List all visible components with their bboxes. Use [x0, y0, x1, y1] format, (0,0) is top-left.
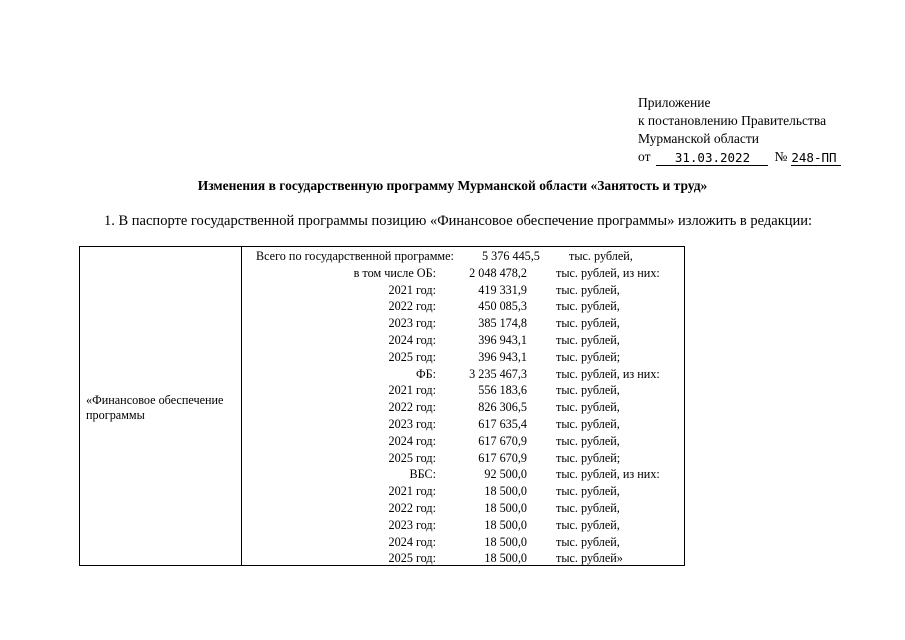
table-row	[242, 382, 686, 399]
decree-number: 248-ПП	[791, 150, 841, 166]
row-label: 2022 год:	[388, 400, 436, 415]
row-unit: тыс. рублей,	[556, 534, 620, 549]
row-unit: тыс. рублей, из них:	[556, 265, 660, 280]
row-value: 18 500,0	[484, 534, 527, 549]
row-value: 450 085,3	[478, 299, 527, 314]
row-value: 18 500,0	[484, 500, 527, 515]
row-value: 5 376 445,5	[482, 249, 540, 263]
number-sign: №	[774, 149, 788, 164]
row-value: 18 500,0	[484, 484, 527, 499]
row-unit: тыс. рублей, из них:	[556, 366, 660, 381]
row-unit: тыс. рублей;	[556, 349, 621, 364]
table-row	[242, 265, 686, 282]
position-label: «Финансовое обеспечение программы	[86, 393, 224, 422]
row-label: в том числе ОБ:	[353, 265, 436, 280]
row-label: 2024 год:	[388, 433, 436, 448]
row-value: 396 943,1	[478, 349, 527, 364]
table-row	[242, 332, 686, 349]
table-row	[242, 483, 686, 500]
row-unit: тыс. рублей,	[556, 517, 620, 532]
table-row	[242, 366, 686, 383]
row-unit: тыс. рублей,	[556, 299, 620, 314]
row-value: 617 635,4	[478, 416, 527, 431]
row-label: 2023 год:	[388, 517, 436, 532]
annex-date-line	[638, 148, 841, 166]
row-unit: тыс. рублей,	[556, 433, 620, 448]
row-value: 3 235 467,3	[469, 366, 527, 381]
row-label: 2021 год:	[388, 282, 436, 297]
row-label: Всего по государственной программе:	[256, 249, 454, 263]
row-unit: тыс. рублей, из них:	[556, 467, 660, 482]
row-value: 18 500,0	[484, 517, 527, 532]
row-label: 2025 год:	[388, 450, 436, 465]
table-row	[242, 349, 686, 366]
row-label: ФБ:	[415, 366, 436, 381]
table-row	[242, 500, 686, 517]
table-row	[242, 517, 686, 534]
row-label: 2021 год:	[388, 383, 436, 398]
row-label: 2024 год:	[388, 332, 436, 347]
table-row	[242, 282, 686, 299]
document-title: Изменения в государственную программу Мурманской области «Занятость и труд»	[197, 178, 708, 193]
row-unit: тыс. рублей,	[556, 484, 620, 499]
intro-paragraph: 1. В паспорте государственной программы позицию «Финансовое обеспечение программы» изложить в редакции:	[104, 213, 813, 229]
row-label: 2025 год:	[388, 551, 436, 566]
annex-line-2: к постановлению Правительства	[638, 113, 827, 128]
row-value: 92 500,0	[484, 467, 527, 482]
row-label: 2022 год:	[388, 500, 436, 515]
row-unit: тыс. рублей;	[556, 450, 621, 465]
row-label: 2022 год:	[388, 299, 436, 314]
table-row	[242, 433, 686, 450]
annex-line-1: Приложение	[638, 95, 711, 110]
decree-date: 31.03.2022	[656, 150, 768, 166]
annex-block	[638, 94, 841, 166]
row-value: 385 174,8	[478, 316, 527, 331]
row-value: 617 670,9	[478, 433, 527, 448]
row-value: 419 331,9	[478, 282, 527, 297]
table-row	[242, 466, 686, 483]
row-value: 396 943,1	[478, 332, 527, 347]
row-value: 617 670,9	[478, 450, 527, 465]
row-unit: тыс. рублей,	[556, 400, 620, 415]
row-unit: тыс. рублей,	[556, 416, 620, 431]
row-unit: тыс. рублей,	[556, 500, 620, 515]
row-label: ВБС:	[409, 467, 436, 482]
row-unit: тыс. рублей,	[556, 383, 620, 398]
table-row	[242, 298, 686, 315]
row-unit: тыс. рублей,	[556, 316, 620, 331]
row-label: 2024 год:	[388, 534, 436, 549]
financing-rows	[242, 248, 686, 567]
row-unit: тыс. рублей,	[556, 332, 620, 347]
table-row	[242, 550, 686, 567]
row-label: 2023 год:	[388, 416, 436, 431]
table-row	[242, 416, 686, 433]
row-value: 556 183,6	[478, 383, 527, 398]
row-unit: тыс. рублей,	[556, 282, 620, 297]
row-value: 2 048 478,2	[469, 265, 527, 280]
row-label: 2021 год:	[388, 484, 436, 499]
table-row	[242, 450, 686, 467]
row-value: 18 500,0	[484, 551, 527, 566]
table-row	[242, 248, 686, 265]
row-unit: тыс. рублей»	[556, 551, 623, 566]
date-prefix: от	[638, 149, 651, 164]
row-unit: тыс. рублей,	[569, 249, 633, 263]
row-label: 2023 год:	[388, 316, 436, 331]
table-row	[242, 315, 686, 332]
table-row	[242, 534, 686, 551]
financing-table	[79, 246, 685, 566]
row-value: 826 306,5	[478, 400, 527, 415]
row-label: 2025 год:	[388, 349, 436, 364]
annex-line-3: Мурманской области	[638, 131, 759, 146]
table-row	[242, 399, 686, 416]
